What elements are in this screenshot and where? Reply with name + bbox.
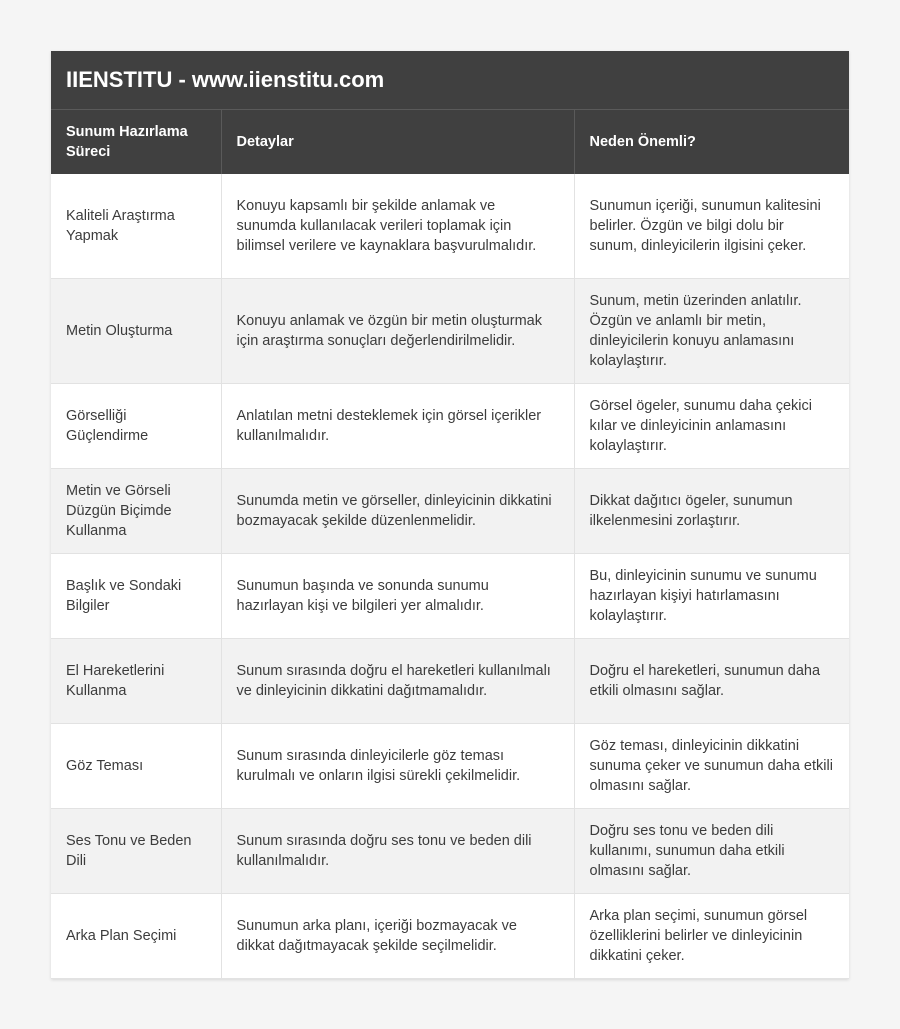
header-row	[51, 110, 849, 174]
table-row	[51, 554, 849, 639]
table-card	[51, 51, 849, 979]
cell-process: El Hareketlerini Kullanma	[51, 639, 221, 724]
cell-process: Metin ve Görseli Düzgün Biçimde Kullanma	[51, 469, 221, 554]
cell-importance: Bu, dinleyicinin sunumu ve sunumu hazırlayan kişiyi hatırlamasını kolaylaştırır.	[574, 554, 849, 639]
column-header-process: Sunum Hazırlama Süreci	[51, 110, 221, 174]
table-row	[51, 279, 849, 384]
cell-details: Sunum sırasında doğru el hareketleri kullanılmalı ve dinleyicinin dikkatini dağıtmamalıdır.	[221, 639, 574, 724]
table-row	[51, 724, 849, 809]
table-row	[51, 639, 849, 724]
column-header-importance: Neden Önemli?	[574, 110, 849, 174]
cell-importance: Sunum, metin üzerinden anlatılır. Özgün ve anlamlı bir metin, dinleyicilerin konuyu anlamasını kolaylaştırır.	[574, 279, 849, 384]
table-row	[51, 384, 849, 469]
cell-process: Göz Teması	[51, 724, 221, 809]
cell-details: Sunumun başında ve sonunda sunumu hazırlayan kişi ve bilgileri yer almalıdır.	[221, 554, 574, 639]
cell-details: Sunumda metin ve görseller, dinleyicinin dikkatini bozmayacak şekilde düzenlenmelidir.	[221, 469, 574, 554]
cell-importance: Dikkat dağıtıcı ögeler, sunumun ilkelenmesini zorlaştırır.	[574, 469, 849, 554]
cell-details: Sunum sırasında doğru ses tonu ve beden dili kullanılmalıdır.	[221, 809, 574, 894]
cell-details: Sunum sırasında dinleyicilerle göz teması kurulmalı ve onların ilgisi sürekli çekilmelidir.	[221, 724, 574, 809]
cell-importance: Doğru el hareketleri, sunumun daha etkili olmasını sağlar.	[574, 639, 849, 724]
cell-process: Metin Oluşturma	[51, 279, 221, 384]
cell-importance: Göz teması, dinleyicinin dikkatini sunuma çeker ve sunumun daha etkili olmasını sağlar.	[574, 724, 849, 809]
cell-details: Sunumun arka planı, içeriği bozmayacak ve dikkat dağıtmayacak şekilde seçilmelidir.	[221, 894, 574, 979]
table-row	[51, 174, 849, 279]
cell-process: Başlık ve Sondaki Bilgiler	[51, 554, 221, 639]
cell-details: Anlatılan metni desteklemek için görsel içerikler kullanılmalıdır.	[221, 384, 574, 469]
cell-importance: Görsel ögeler, sunumu daha çekici kılar ve dinleyicinin anlamasını kolaylaştırır.	[574, 384, 849, 469]
cell-process: Arka Plan Seçimi	[51, 894, 221, 979]
column-header-details: Detaylar	[221, 110, 574, 174]
cell-importance: Doğru ses tonu ve beden dili kullanımı, sunumun daha etkili olmasını sağlar.	[574, 809, 849, 894]
cell-process: Kaliteli Araştırma Yapmak	[51, 174, 221, 279]
table-row	[51, 894, 849, 979]
table-row	[51, 809, 849, 894]
table-title: IIENSTITU - www.iienstitu.com	[51, 51, 849, 110]
cell-process: Görselliği Güçlendirme	[51, 384, 221, 469]
table-row	[51, 469, 849, 554]
cell-details: Konuyu kapsamlı bir şekilde anlamak ve sunumda kullanılacak verileri toplamak için bilimsel verilere ve kaynaklara başvurulmalıdır.	[221, 174, 574, 279]
cell-importance: Sunumun içeriği, sunumun kalitesini belirler. Özgün ve bilgi dolu bir sunum, dinleyicilerin ilgisini çeker.	[574, 174, 849, 279]
process-table	[51, 110, 849, 979]
cell-importance: Arka plan seçimi, sunumun görsel özelliklerini belirler ve dinleyicinin dikkatini çeker.	[574, 894, 849, 979]
cell-details: Konuyu anlamak ve özgün bir metin oluşturmak için araştırma sonuçları değerlendirilmelidir.	[221, 279, 574, 384]
cell-process: Ses Tonu ve Beden Dili	[51, 809, 221, 894]
